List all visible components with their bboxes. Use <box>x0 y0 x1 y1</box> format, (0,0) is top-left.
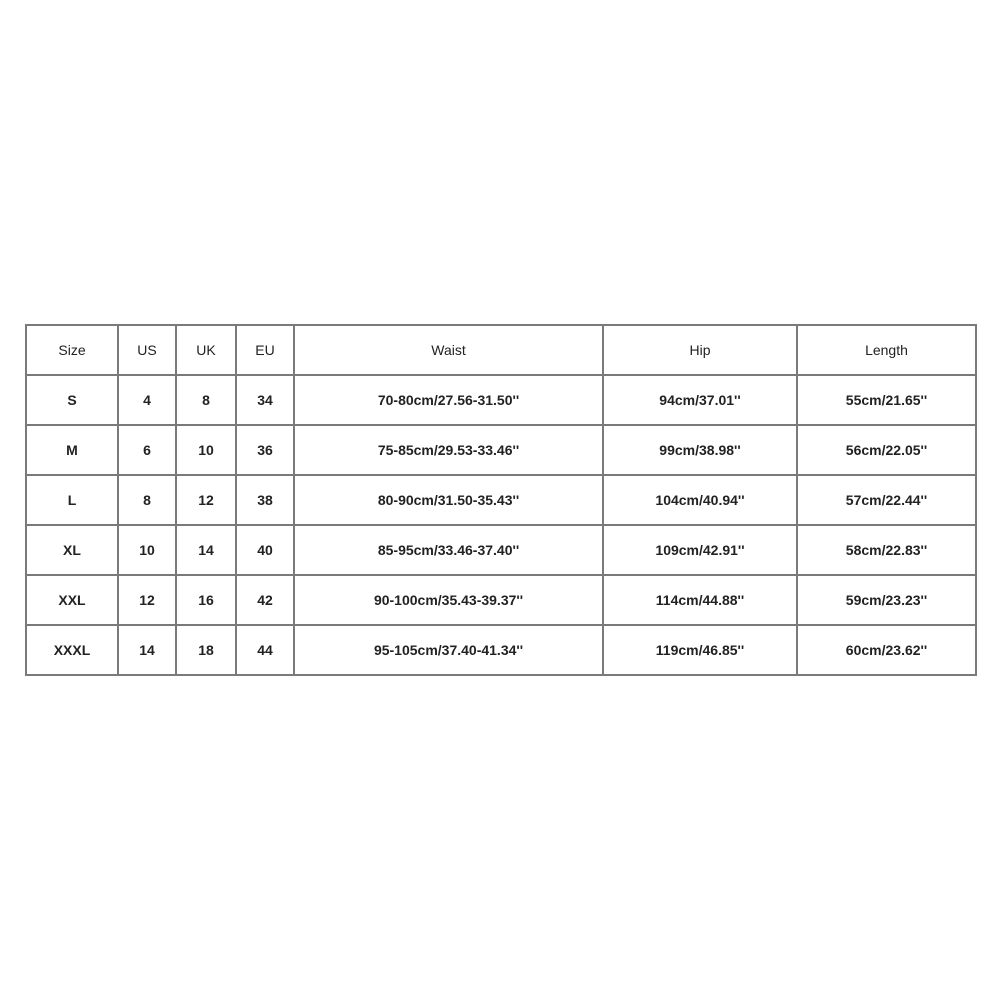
cell-uk: 12 <box>176 475 236 525</box>
cell-hip: 109cm/42.91'' <box>603 525 797 575</box>
cell-us: 12 <box>118 575 176 625</box>
cell-size: XL <box>26 525 118 575</box>
cell-waist: 90-100cm/35.43-39.37'' <box>294 575 603 625</box>
cell-size: XXL <box>26 575 118 625</box>
cell-length: 60cm/23.62'' <box>797 625 976 675</box>
table-row <box>26 525 976 575</box>
cell-uk: 8 <box>176 375 236 425</box>
cell-eu: 36 <box>236 425 294 475</box>
cell-us: 4 <box>118 375 176 425</box>
cell-waist: 85-95cm/33.46-37.40'' <box>294 525 603 575</box>
header-size: Size <box>26 325 118 375</box>
size-chart-table <box>25 324 977 676</box>
cell-waist: 80-90cm/31.50-35.43'' <box>294 475 603 525</box>
table-row <box>26 375 976 425</box>
table-row <box>26 425 976 475</box>
cell-length: 56cm/22.05'' <box>797 425 976 475</box>
cell-size: S <box>26 375 118 425</box>
cell-size: XXXL <box>26 625 118 675</box>
table-row <box>26 625 976 675</box>
cell-eu: 44 <box>236 625 294 675</box>
header-length: Length <box>797 325 976 375</box>
cell-waist: 75-85cm/29.53-33.46'' <box>294 425 603 475</box>
cell-size: L <box>26 475 118 525</box>
cell-us: 14 <box>118 625 176 675</box>
cell-length: 55cm/21.65'' <box>797 375 976 425</box>
cell-waist: 95-105cm/37.40-41.34'' <box>294 625 603 675</box>
table-row <box>26 575 976 625</box>
cell-eu: 40 <box>236 525 294 575</box>
table-row <box>26 475 976 525</box>
header-hip: Hip <box>603 325 797 375</box>
cell-uk: 10 <box>176 425 236 475</box>
cell-waist: 70-80cm/27.56-31.50'' <box>294 375 603 425</box>
cell-length: 59cm/23.23'' <box>797 575 976 625</box>
cell-hip: 114cm/44.88'' <box>603 575 797 625</box>
cell-us: 6 <box>118 425 176 475</box>
header-us: US <box>118 325 176 375</box>
cell-eu: 34 <box>236 375 294 425</box>
cell-eu: 42 <box>236 575 294 625</box>
cell-length: 58cm/22.83'' <box>797 525 976 575</box>
cell-hip: 94cm/37.01'' <box>603 375 797 425</box>
cell-eu: 38 <box>236 475 294 525</box>
cell-hip: 104cm/40.94'' <box>603 475 797 525</box>
cell-uk: 14 <box>176 525 236 575</box>
header-waist: Waist <box>294 325 603 375</box>
cell-uk: 18 <box>176 625 236 675</box>
cell-length: 57cm/22.44'' <box>797 475 976 525</box>
cell-us: 8 <box>118 475 176 525</box>
cell-us: 10 <box>118 525 176 575</box>
cell-hip: 99cm/38.98'' <box>603 425 797 475</box>
header-uk: UK <box>176 325 236 375</box>
cell-hip: 119cm/46.85'' <box>603 625 797 675</box>
header-row <box>26 325 976 375</box>
header-eu: EU <box>236 325 294 375</box>
cell-uk: 16 <box>176 575 236 625</box>
cell-size: M <box>26 425 118 475</box>
